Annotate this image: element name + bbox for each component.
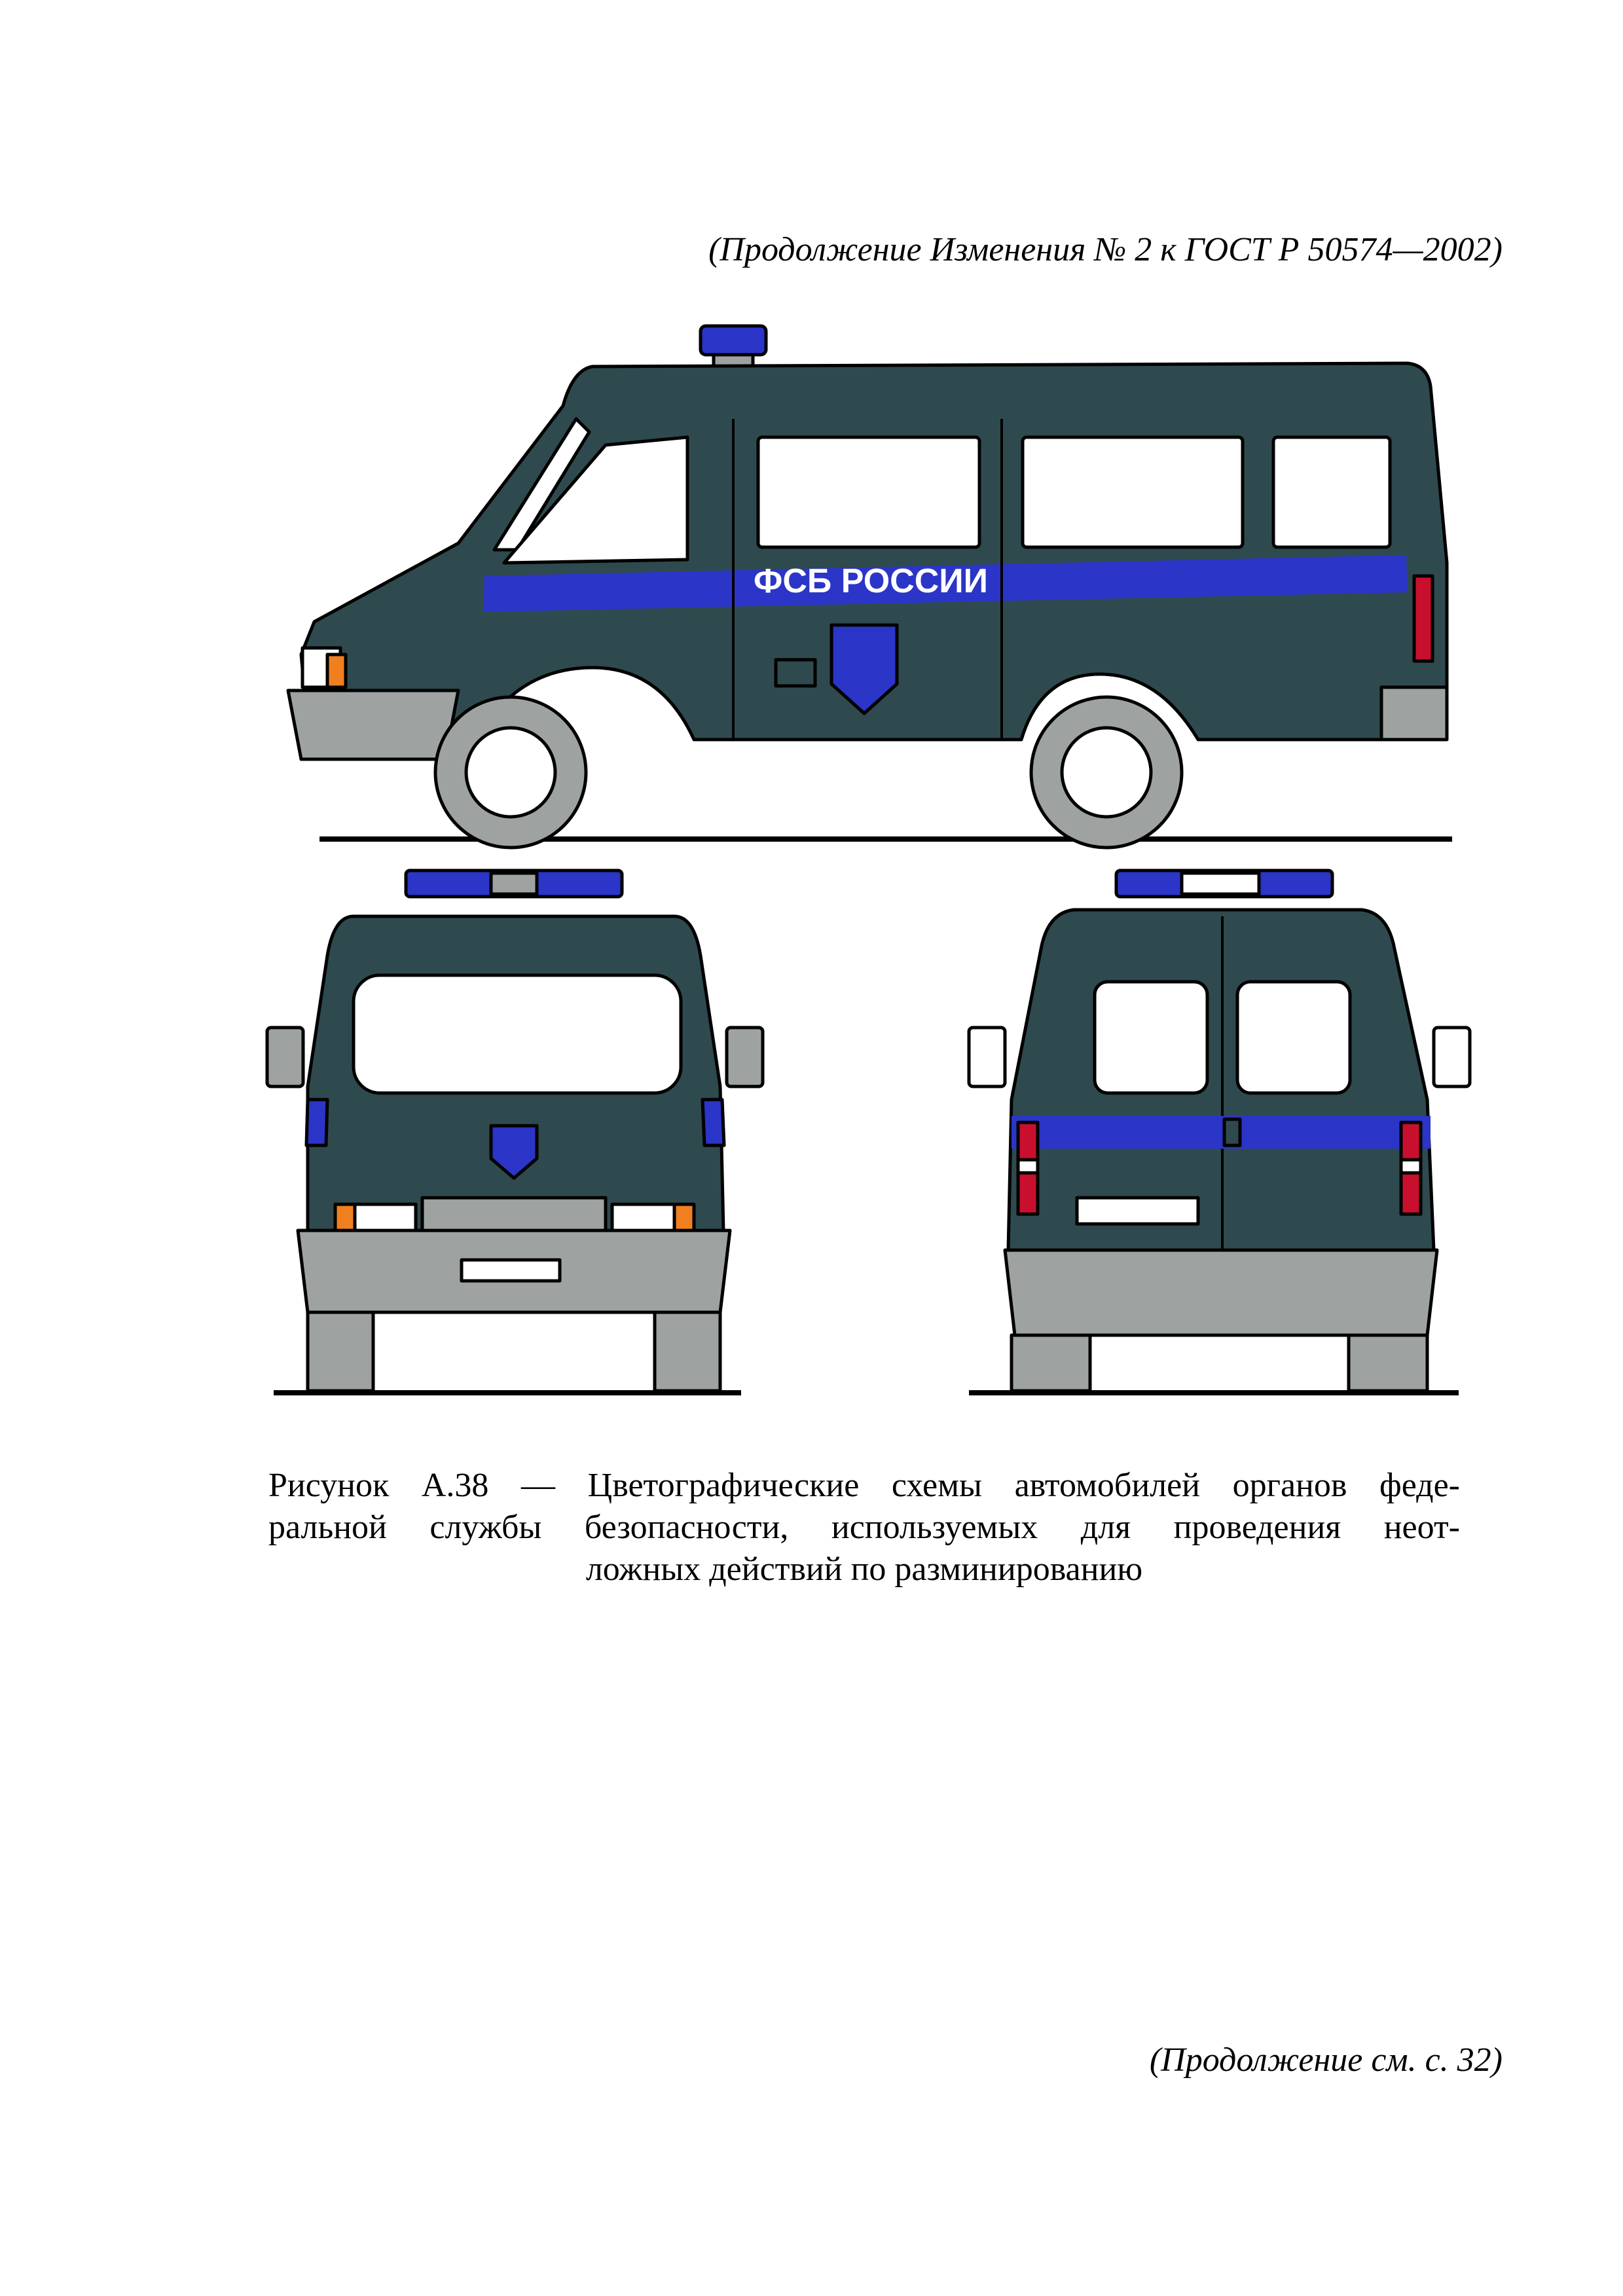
front-wheel-right bbox=[655, 1312, 720, 1391]
windshield-front bbox=[354, 975, 681, 1093]
caption-line-3: ложных действий по разминированию bbox=[585, 1551, 1143, 1588]
continuation-header: (Продолжение Изменения № 2 к ГОСТ Р 50574—2002) bbox=[708, 231, 1503, 268]
side-window-3 bbox=[1273, 437, 1390, 547]
rear-window-left bbox=[1095, 982, 1207, 1093]
door-handle-side bbox=[776, 660, 815, 686]
rear-window-right bbox=[1237, 982, 1350, 1093]
continuation-footer: (Продолжение см. с. 32) bbox=[1149, 2041, 1503, 2079]
rear-view bbox=[969, 870, 1470, 1393]
side-label: ФСБ РОССИИ bbox=[753, 562, 989, 600]
rear-wheel-left bbox=[1012, 1335, 1090, 1391]
rear-left-mirror bbox=[969, 1028, 1005, 1086]
rear-bumper-side bbox=[1381, 687, 1447, 740]
roof-beacon bbox=[701, 326, 766, 355]
license-plate-front bbox=[462, 1260, 560, 1281]
license-plate-rear bbox=[1077, 1198, 1198, 1224]
right-mirror bbox=[727, 1028, 763, 1086]
caption-line-1: Рисунок А.38 — Цветографические схемы автомобилей органов феде- bbox=[268, 1467, 1460, 1504]
caption-line-2: ральной службы безопасности, используемых для проведения неот- bbox=[268, 1509, 1460, 1546]
blue-stripe-rear bbox=[1012, 1116, 1431, 1149]
rear-wheel-right bbox=[1349, 1335, 1427, 1391]
side-window-1 bbox=[758, 437, 979, 547]
rear-right-mirror bbox=[1434, 1028, 1470, 1086]
rear-bumper bbox=[1005, 1250, 1437, 1335]
rear-light-side bbox=[1414, 576, 1432, 661]
front-bumper-side bbox=[288, 691, 458, 759]
figure-caption bbox=[268, 1465, 1460, 1590]
side-window-2 bbox=[1023, 437, 1243, 547]
rear-door-handle bbox=[1224, 1119, 1240, 1145]
front-view bbox=[267, 870, 763, 1393]
left-mirror bbox=[267, 1028, 303, 1086]
side-view bbox=[288, 326, 1452, 848]
front-wheel-left bbox=[308, 1312, 373, 1391]
